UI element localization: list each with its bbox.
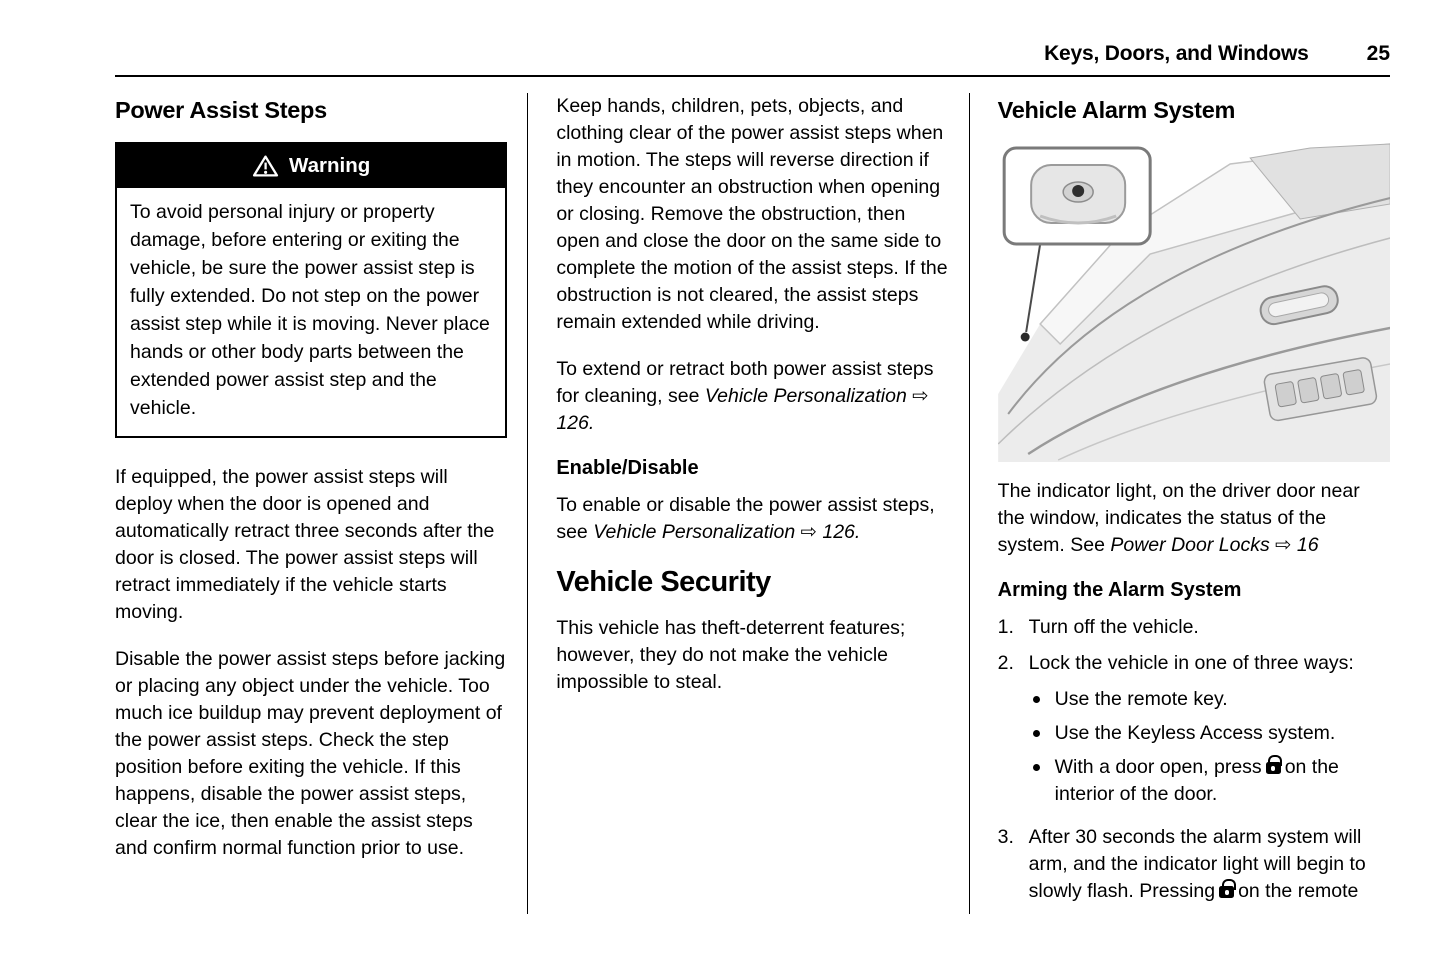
warning-triangle-icon	[252, 154, 279, 178]
step-text: Turn off the vehicle.	[1028, 616, 1199, 638]
text-run: on the remote	[1238, 880, 1359, 902]
text-run: The indicator light, on the driver door near the window, indicates the status of the system. See	[997, 480, 1360, 556]
step-text	[1029, 824, 1390, 905]
paragraph	[556, 356, 948, 437]
list-item	[1033, 686, 1390, 713]
page-reference: ⇨ 126.	[800, 521, 861, 543]
page-number: 25	[1366, 42, 1390, 65]
step-number: 1.	[997, 616, 1014, 638]
heading-vehicle-security: Vehicle Security	[556, 566, 771, 598]
bullet-icon	[1033, 764, 1040, 771]
heading-vehicle-alarm-system: Vehicle Alarm System	[997, 97, 1236, 123]
text-run: After 30 seconds the alarm system will arm, and the indicator light will begin to slowly flash. Pressing	[1028, 826, 1366, 902]
section-title: Keys, Doors, and Windows	[1044, 42, 1309, 65]
page-header	[115, 42, 1390, 77]
illustration-caption	[998, 478, 1390, 559]
bullet-icon	[1033, 696, 1040, 703]
text-run: To extend or retract both power assist steps for cleaning, see	[556, 358, 934, 407]
text-run: on the interior of the door.	[1054, 756, 1339, 805]
step-text: Lock the vehicle in one of three ways:	[1028, 652, 1354, 674]
warning-text: To avoid personal injury or property damage, before entering or exiting the vehicle, be sure the power assist step is fully extended. Do not step on the power assist step while it is moving. Never place hands or other body parts between the extended power assist step and the vehicle.	[130, 201, 490, 419]
paragraph: Disable the power assist steps before jacking or placing any object under the vehicle. Too much ice buildup may prevent deployment of the power assist steps. Check the step position before exiting the vehicle. If this happens, disable the power assist steps, clear the ice, then enable the assist steps and confirm normal function prior to use.	[115, 648, 506, 859]
page-reference: ⇨ 16	[1275, 534, 1319, 556]
list-item	[1033, 754, 1390, 808]
bullet-text	[1055, 754, 1390, 808]
arming-steps-list	[998, 614, 1390, 905]
text-run: With a door open, press	[1054, 756, 1262, 778]
warning-box	[115, 142, 507, 438]
door-indicator-illustration	[998, 142, 1390, 462]
text-run: To enable or disable the power assist steps, see	[556, 494, 935, 543]
step-number: 3.	[997, 826, 1014, 848]
cross-reference-power-door-locks: Power Door Locks	[1110, 534, 1270, 556]
list-item-step-1	[998, 614, 1390, 641]
lock-icon	[1266, 762, 1281, 774]
cross-reference-vehicle-personalization: Vehicle Personalization	[593, 521, 796, 543]
warning-label: Warning	[289, 154, 371, 177]
warning-header	[117, 144, 505, 188]
paragraph: If equipped, the power assist steps will deploy when the door is opened and automatically retract three seconds after the door is closed. The power assist steps will retract immediately if the vehicle starts moving.	[115, 466, 495, 623]
list-item-step-2	[998, 650, 1390, 815]
bullet-icon	[1033, 730, 1040, 737]
lock-methods-list	[1033, 686, 1390, 808]
bullet-text: Use the Keyless Access system.	[1054, 722, 1336, 744]
list-item-step-3	[998, 824, 1390, 905]
paragraph: This vehicle has theft-deterrent features; however, they do not make the vehicle impossible to steal.	[556, 617, 906, 693]
lock-icon	[1219, 886, 1234, 898]
column-vehicle-alarm-system	[969, 93, 1390, 914]
cross-reference-vehicle-personalization: Vehicle Personalization	[704, 385, 907, 407]
heading-arming-the-alarm-system: Arming the Alarm System	[997, 579, 1242, 601]
heading-power-assist-steps: Power Assist Steps	[115, 97, 327, 123]
heading-enable-disable: Enable/Disable	[556, 457, 699, 479]
list-item	[1033, 720, 1390, 747]
paragraph: Keep hands, children, pets, objects, and clothing clear of the power assist steps when in motion. The steps will reverse direction if they encounter an obstruction when opening or closing. Remove the obstruction, then open and close the door on the same side to complete the motion of the assist steps. If the obstruction is not cleared, the assist steps remain extended while driving.	[556, 95, 948, 333]
page-reference: ⇨ 126.	[556, 385, 929, 434]
paragraph	[556, 492, 948, 546]
column-power-assist-steps	[115, 93, 527, 914]
column-middle	[527, 93, 968, 914]
bullet-text: Use the remote key.	[1054, 688, 1228, 710]
three-column-layout	[115, 93, 1390, 914]
step-number: 2.	[997, 652, 1014, 674]
